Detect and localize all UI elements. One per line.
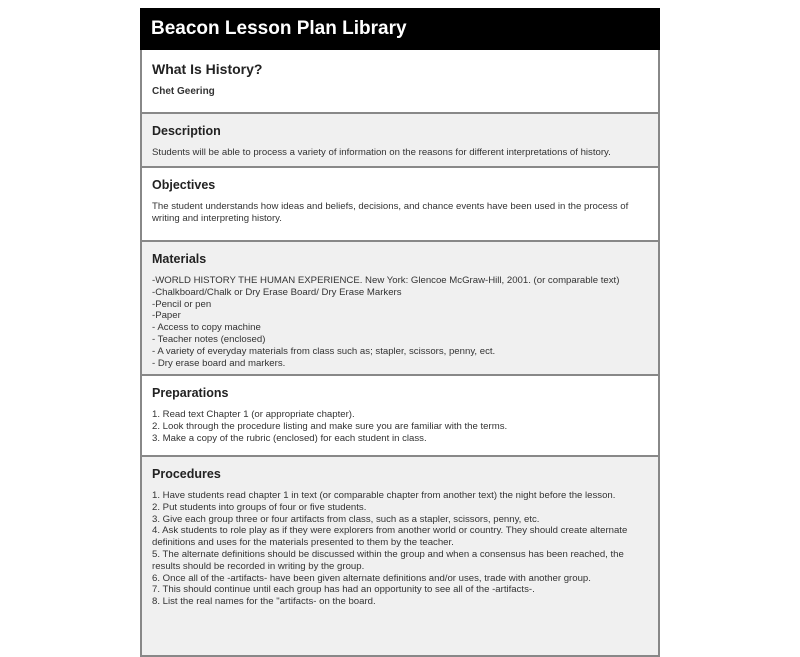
materials-heading: Materials [152,252,207,266]
procedures-item: 4. Ask students to role play as if they were explorers from another world or country. They should create alternate definitions and uses for the materials presented to them by the teacher. [152,525,628,549]
procedures-item: 8. List the real names for the "artifacts- on the board. [152,596,376,608]
objectives-text: The student understands how ideas and beliefs, decisions, and chance events have been used in the process of writing and interpreting history. [152,201,629,224]
objectives-section [140,168,660,242]
description-text: Students will be able to process a variety of information on the reasons for different interpretations of history. [152,147,611,158]
preparations-heading: Preparations [152,386,229,400]
description-section [140,114,660,168]
procedures-item: 6. Once all of the -artifacts- have been given alternate definitions and/or uses, trade with another group. [152,572,591,584]
materials-item: -Chalkboard/Chalk or Dry Erase Board/ Dry Erase Markers [152,286,402,298]
site-banner: Beacon Lesson Plan Library [140,8,660,50]
procedures-item: 1. Have students read chapter 1 in text (or comparable chapter from another text) the night before the lesson. [152,490,616,501]
preparations-section [140,376,660,457]
procedures-item: 2. Put students into groups of four or five students. [152,501,367,513]
materials-item: - A variety of everyday materials from class such as; stapler, scissors, penny, ect. [152,345,496,357]
lesson-title: What Is History? [152,61,263,77]
materials-item: - Access to copy machine [152,322,261,334]
lesson-header [140,50,660,114]
procedures-item: 3. Give each group three or four artifacts from class, such as a stapler, scissors, penny, etc. [152,513,540,525]
procedures-item: 5. The alternate definitions should be discussed within the group and when a consensus has been reached, the results should be recorded in writing by the group. [152,548,624,572]
procedures-item: 7. This should continue until each group has had an opportunity to see all of the -artifacts-. [152,584,535,596]
lesson-author: Chet Geering [152,86,215,97]
preparations-item: 3. Make a copy of the rubric (enclosed) for each student in class. [152,432,427,444]
materials-item: -Pencil or pen [152,298,212,310]
preparations-item: 1. Read text Chapter 1 (or appropriate chapter). [152,409,355,420]
materials-item: - Dry erase board and markers. [152,357,286,369]
materials-item: - Teacher notes (enclosed) [152,333,266,345]
materials-item: -WORLD HISTORY THE HUMAN EXPERIENCE. New York: Glencoe McGraw-Hill, 2001. (or comparable text) [152,275,620,286]
materials-item: -Paper [152,310,181,322]
description-heading: Description [152,124,221,138]
lesson-plan-page [140,8,660,657]
procedures-section [140,457,660,657]
procedures-heading: Procedures [152,467,221,481]
objectives-heading: Objectives [152,178,216,192]
preparations-item: 2. Look through the procedure listing and make sure you are familiar with the terms. [152,420,508,432]
materials-section [140,242,660,376]
